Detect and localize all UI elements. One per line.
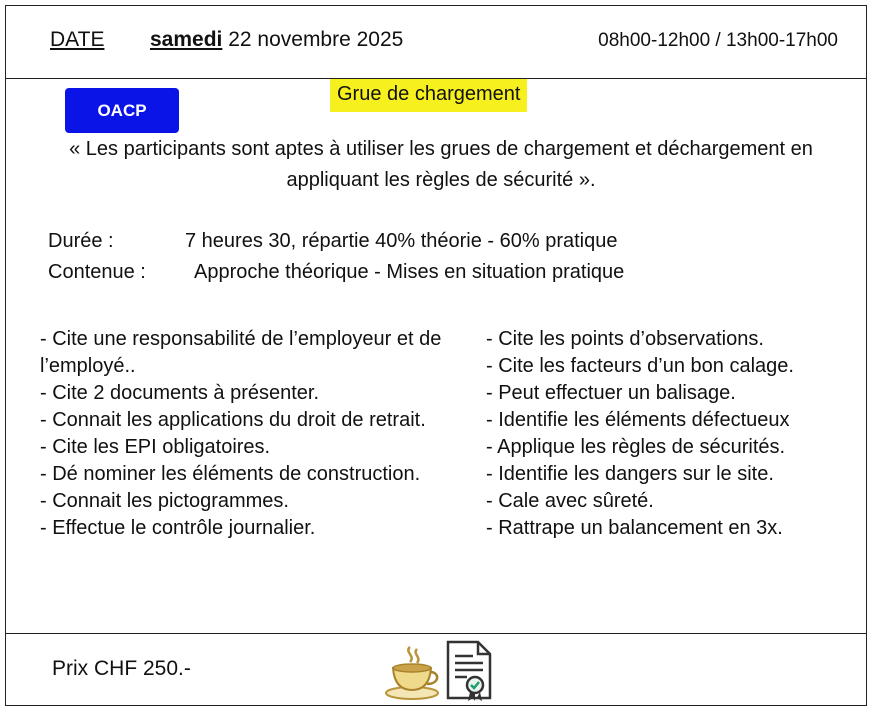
date-text: 22 novembre 2025 xyxy=(222,28,404,51)
content-row xyxy=(48,261,625,284)
list-item: - Peut effectuer un balisage. xyxy=(486,382,736,404)
list-item: - Cite les points d’observations. xyxy=(486,328,764,350)
list-item: - Connait les pictogrammes. xyxy=(40,490,289,512)
date-label: DATE xyxy=(50,28,105,51)
list-item: - Cite les facteurs d’un bon calage. xyxy=(486,355,794,377)
oacp-badge[interactable]: OACP xyxy=(65,88,179,133)
date-value xyxy=(150,28,403,52)
list-item: - Identifie les éléments défectueux xyxy=(486,409,790,431)
course-objective: « Les participants sont aptes à utiliser les grues de chargement et déchargement en appliquant les règles de sécurité ». xyxy=(69,138,813,191)
duration-label: Durée : xyxy=(48,230,114,252)
list-item: - Cite une responsabilité de l’employeur et de l’employé.. xyxy=(40,328,442,377)
list-item: - Dé nominer les éléments de construction. xyxy=(40,463,421,485)
content-value: Approche théorique - Mises en situation pratique xyxy=(194,261,625,283)
list-item: - Applique les règles de sécurités. xyxy=(486,436,786,458)
list-item: - Connait les applications du droit de retrait. xyxy=(40,409,426,431)
header xyxy=(6,6,866,79)
list-item: - Effectue le contrôle journalier. xyxy=(40,517,316,539)
duration-value: 7 heures 30, répartie 40% théorie - 60% pratique xyxy=(185,230,618,252)
footer xyxy=(6,633,866,705)
duration-row xyxy=(48,230,618,253)
content-label: Contenue : xyxy=(48,261,146,283)
list-item: - Rattrape un balancement en 3x. xyxy=(486,517,783,539)
objectives-list-left xyxy=(40,326,480,542)
hours: 08h00-12h00 / 13h00-17h00 xyxy=(598,30,838,51)
date-day: samedi xyxy=(150,28,223,51)
list-item: - Identifie les dangers sur le site. xyxy=(486,463,774,485)
certificate-icon xyxy=(446,640,492,702)
course-title: Grue de chargement xyxy=(330,79,527,112)
course-sheet xyxy=(5,5,867,706)
list-item: - Cite les EPI obligatoires. xyxy=(40,436,271,458)
list-item: - Cite 2 documents à présenter. xyxy=(40,382,320,404)
list-item: - Cale avec sûreté. xyxy=(486,490,654,512)
price: Prix CHF 250.- xyxy=(52,657,191,680)
coffee-cup-icon xyxy=(384,644,442,700)
objectives-list-right xyxy=(486,326,856,542)
